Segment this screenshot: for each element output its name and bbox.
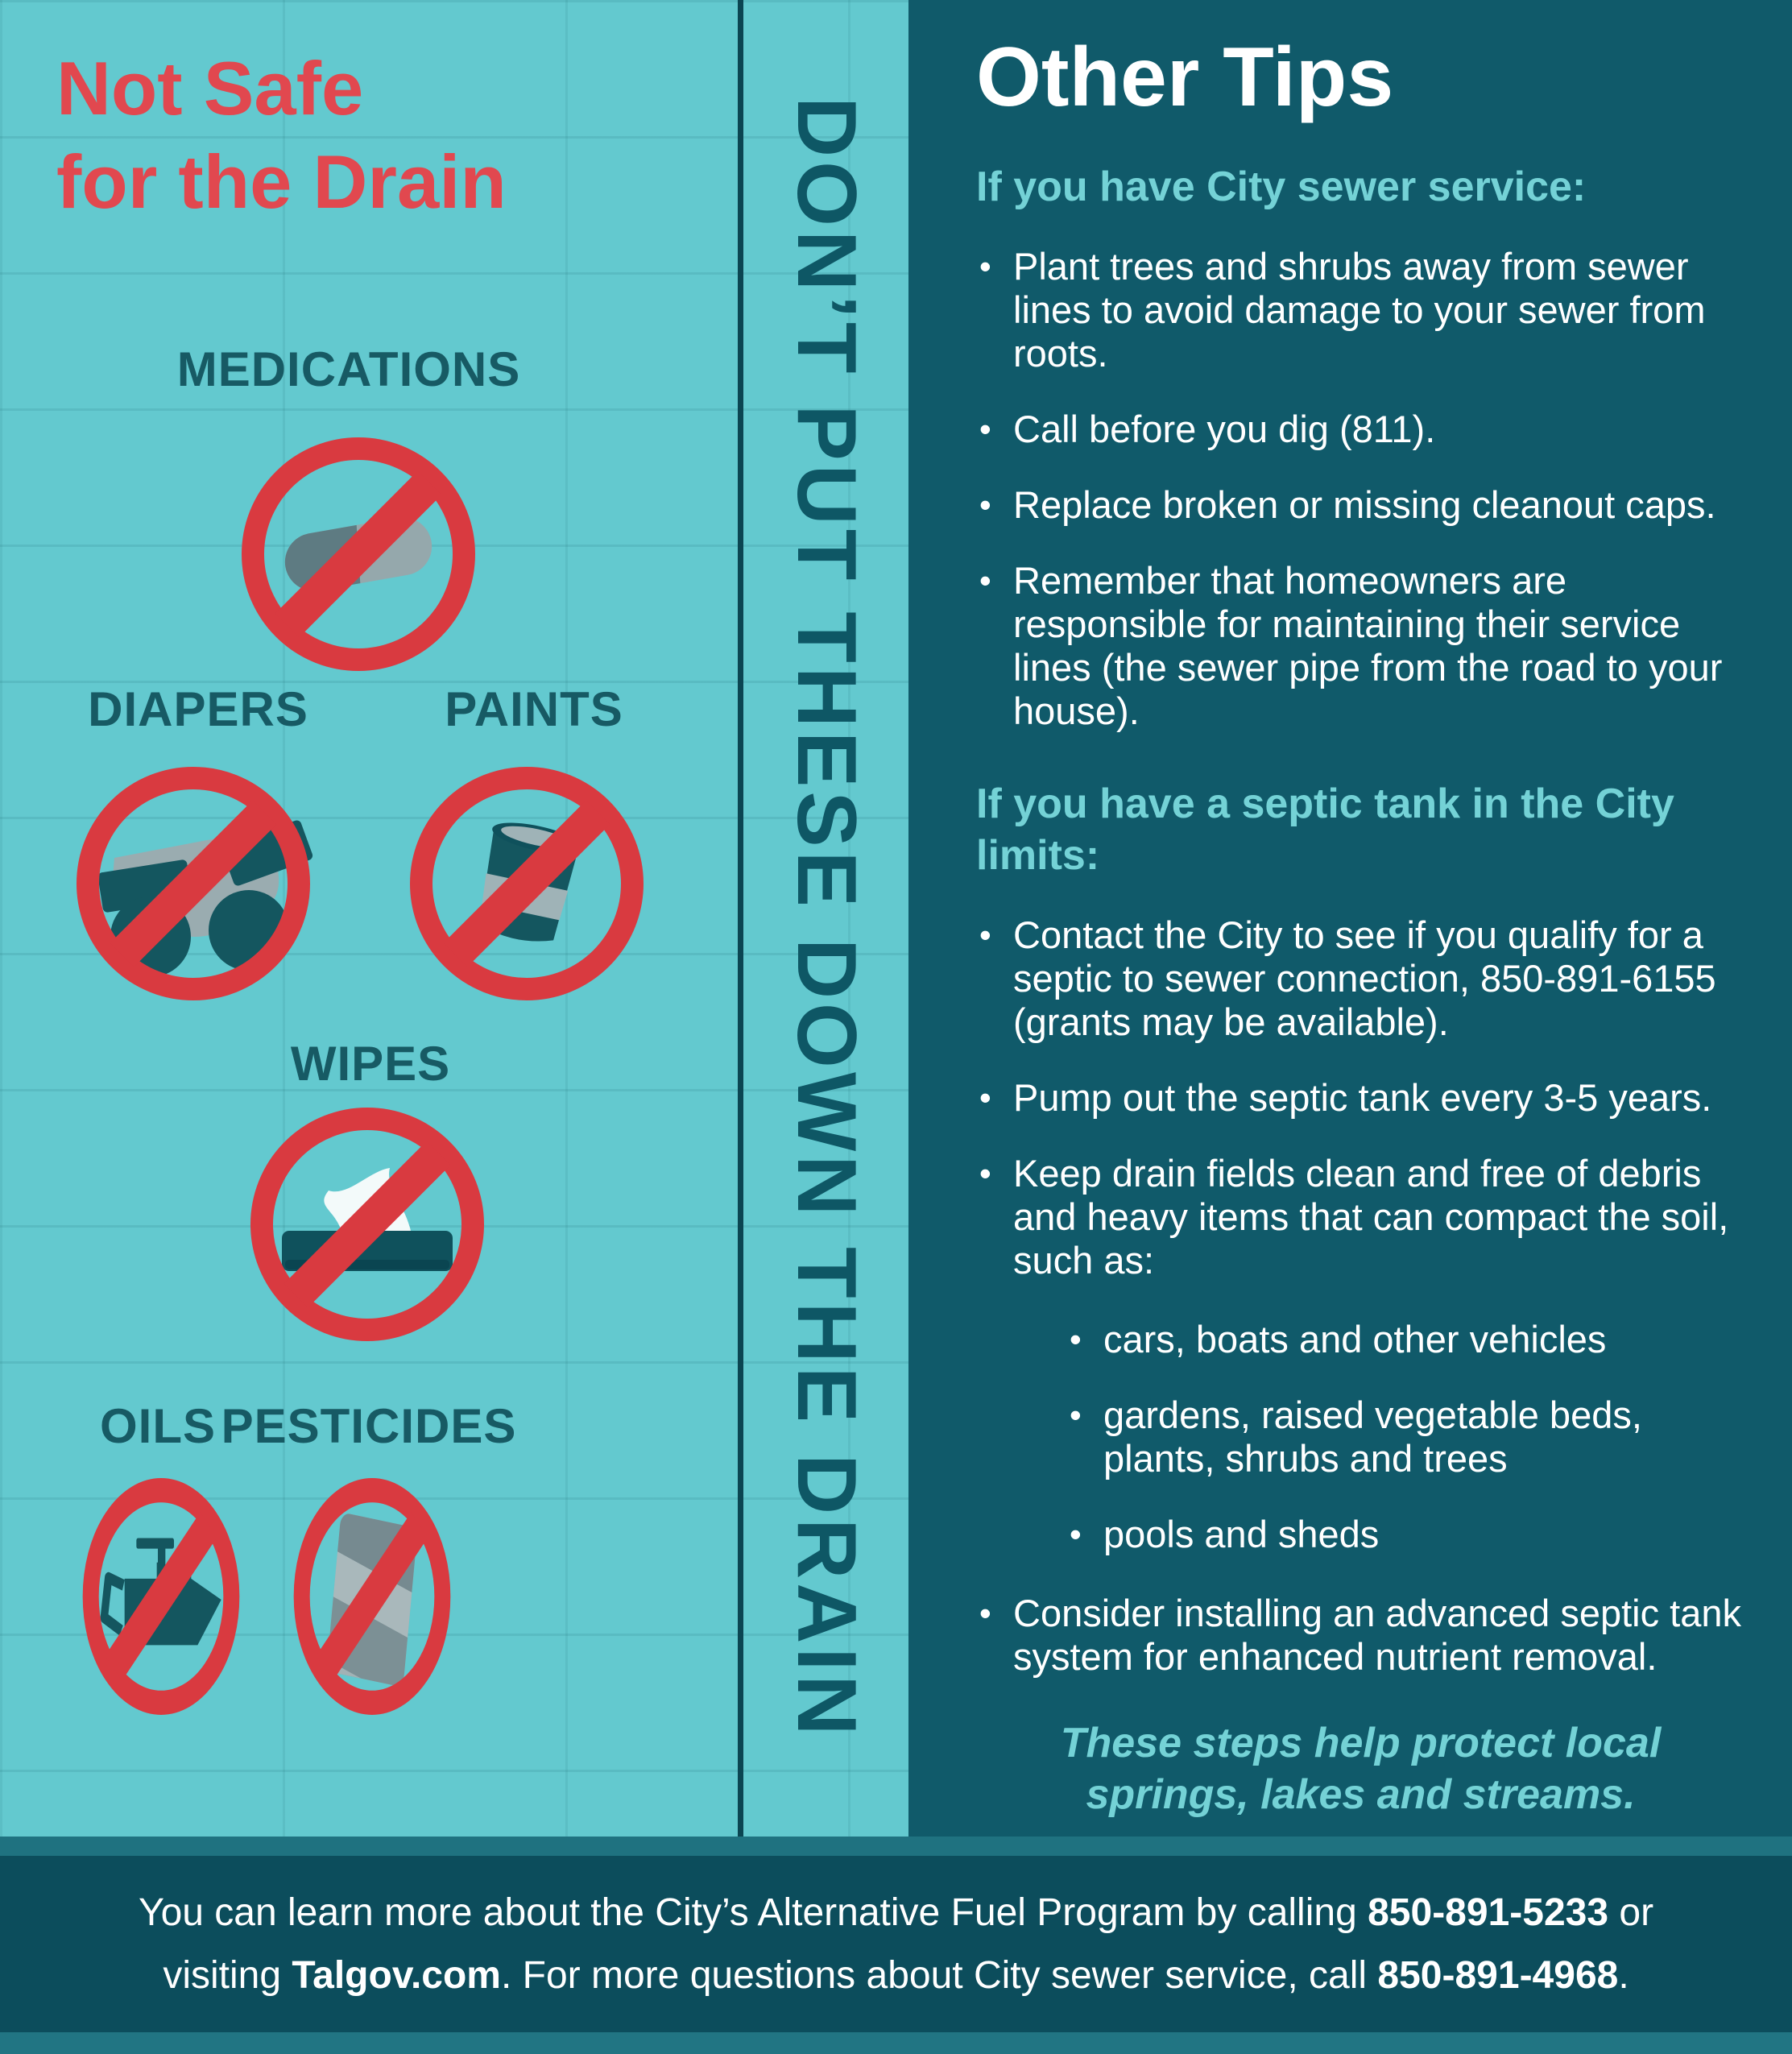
vertical-divider-line <box>738 0 743 1837</box>
label-pesticides: PESTICIDES <box>221 1399 517 1453</box>
footer-bar <box>0 1856 1792 2032</box>
footer-part2: or visiting <box>163 1890 1654 1997</box>
closing-note: These steps help protect local springs, lakes and streams. <box>1060 1720 1662 1819</box>
bullet-item: • Remember that homeowners are responsible for maintaining their service lines (the sewer pipe from the road to your house). <box>976 559 1745 733</box>
label-oils: OILS <box>99 1399 217 1453</box>
oil-can-icon <box>81 1475 242 1722</box>
diaper-icon <box>72 763 314 1008</box>
pill-icon <box>238 433 479 679</box>
sub-bullet-item: • cars, boats and other vehicles <box>1066 1318 1745 1361</box>
label-medications: MEDICATIONS <box>176 342 521 396</box>
sub-bullet-item: • pools and sheds <box>1066 1513 1745 1556</box>
footer-text <box>83 1882 1710 2007</box>
label-wipes: WIPES <box>290 1037 451 1091</box>
septic-tank-bullet-list <box>976 913 1745 1282</box>
footer-part1: You can learn more about the City’s Alternative Fuel Program by calling <box>138 1890 1368 1934</box>
footer-part4: . <box>1618 1953 1629 1997</box>
septic-tank-subheading: If you have a septic tank in the City limits: <box>976 781 1674 880</box>
city-sewer-subheading: If you have City sewer service: <box>976 164 1587 211</box>
city-sewer-bullet-list <box>976 245 1745 733</box>
footer-phone-sewer: 850-891-4968 <box>1377 1953 1619 1997</box>
pesticide-jug-icon <box>292 1475 453 1722</box>
sub-bullet-item: • gardens, raised vegetable beds, plants, shrubs and trees <box>1066 1393 1745 1480</box>
vertical-strip <box>743 0 908 1837</box>
septic-last-bullet-list <box>976 1592 1745 1679</box>
bullet-item: • Contact the City to see if you qualify for a septic to sewer connection, 850-891-6155 (grants may be available). <box>976 913 1745 1044</box>
wipes-icon <box>246 1104 488 1349</box>
footer-website: Talgov.com <box>292 1953 501 1997</box>
footer-bottom-band <box>0 2032 1792 2054</box>
bullet-item: • Pump out the septic tank every 3-5 years. <box>976 1076 1745 1120</box>
bullet-item: • Consider installing an advanced septic tank system for enhanced nutrient removal. <box>976 1592 1745 1679</box>
septic-sub-bullet-list <box>976 1318 1745 1556</box>
other-tips-heading: Other Tips <box>976 31 1394 124</box>
dont-put-these-down-the-drain-text: DON’T PUT THESE DOWN THE DRAIN <box>780 97 873 1740</box>
paint-can-icon <box>406 763 648 1008</box>
bullet-item: • Keep drain fields clean and free of debris and heavy items that can compact the soil, such as: <box>976 1152 1745 1282</box>
footer-top-band <box>0 1837 1792 1856</box>
not-safe-title-line1: Not Safe <box>56 46 364 130</box>
footer-part3: . For more questions about City sewer service, call <box>500 1953 1378 1997</box>
not-safe-title <box>56 42 507 229</box>
bullet-item: • Call before you dig (811). <box>976 408 1745 451</box>
bullet-item: • Replace broken or missing cleanout caps. <box>976 483 1745 527</box>
label-paints: PAINTS <box>445 682 623 736</box>
other-tips-panel <box>908 0 1792 1837</box>
footer-phone-alt-fuel: 850-891-5233 <box>1368 1890 1609 1934</box>
not-safe-title-line2: for the Drain <box>56 139 507 224</box>
label-diapers: DIAPERS <box>88 682 308 736</box>
bullet-item: • Plant trees and shrubs away from sewer lines to avoid damage to your sewer from roots. <box>976 245 1745 375</box>
